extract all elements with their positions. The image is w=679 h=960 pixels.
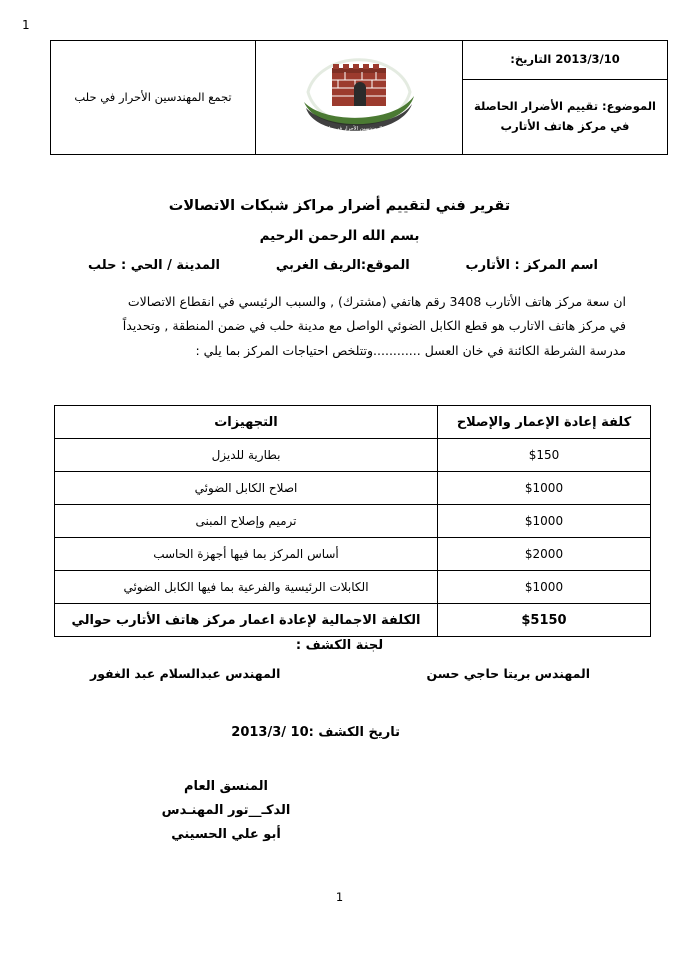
row-item: ترميم وإصلاح المبنى [55, 505, 438, 538]
signature-block [0, 775, 452, 847]
table-total-row [55, 604, 651, 637]
total-cost: $5150 [438, 604, 651, 637]
table-row [55, 472, 651, 505]
page-number-footer: 1 [335, 890, 344, 904]
center-info-line [88, 258, 598, 273]
signer-left: المهندس عبدالسلام عبد الغفور [90, 666, 281, 681]
paragraph-line-1: ان سعة مركز هاتف الأتارب 3408 رقم هاتفي (مشترك) , والسبب الرئيسي في انقطاع الاتصالات [127, 294, 626, 309]
basmala-line: بسم الله الرحمن الرحيم [259, 228, 420, 244]
page-number-top: 1 [22, 18, 30, 32]
date-value: 2013/3/10 [555, 52, 620, 67]
header-organization-cell [51, 41, 256, 155]
row-item: أساس المركز بما فيها أجهزة الحاسب [55, 538, 438, 571]
document-title: تقرير فني لتقييم أضرار مراكز شبكات الاتصالات [168, 198, 511, 214]
header-logo-cell [256, 41, 463, 155]
engineers-logo [300, 50, 418, 146]
row-cost: $1000 [438, 505, 651, 538]
role-line-1: المنسق العام [184, 779, 268, 794]
subject-label: الموضوع: تقييم الأضرار الحاصلة في مركز هاتف الأتارب [474, 99, 656, 133]
date-label: التاريخ: [510, 52, 552, 67]
table-row [55, 439, 651, 472]
header-cost: كلفة إعادة الإعمار والإصلاح [438, 406, 651, 439]
header-item: التجهيزات [55, 406, 438, 439]
signer-right: المهندس بريتا حاجي حسن [426, 666, 590, 681]
total-label: الكلفة الاجمالية لإعادة اعمار مركز هاتف الأتارب حوالي [55, 604, 438, 637]
row-cost: $2000 [438, 538, 651, 571]
report-paragraph [56, 290, 626, 363]
svg-text:تجمع المهندسين الأحرار في حلب: تجمع المهندسين الأحرار في حلب [323, 125, 395, 132]
role-line-3: أبو علي الحسيني [171, 827, 281, 843]
row-cost: $150 [438, 439, 651, 472]
table-row [55, 538, 651, 571]
row-item: الكابلات الرئيسية والفرعية بما فيها الكابل الضوئي [55, 571, 438, 604]
center-name: اسم المركز : الأتارب [465, 258, 598, 273]
signers-row [90, 666, 590, 681]
paragraph-line-2: في مركز هاتف الاتارب هو قطع الكابل الضوئي الواصل مع مدينة حلب في ضمن المنطقة , وتحديداً [122, 318, 626, 334]
center-city: المدينة / الحي : حلب [88, 258, 220, 273]
inspection-date: تاريخ الكشف :10 /2013/3 [231, 725, 400, 740]
organization-name: تجمع المهندسين الأحرار في حلب [74, 89, 232, 104]
committee-label: لجنة الكشف : [295, 638, 384, 653]
row-item: اصلاح الكابل الضوئي [55, 472, 438, 505]
table-row [55, 505, 651, 538]
row-item: بطارية للديزل [55, 439, 438, 472]
role-line-2: الدكـ__تور المهنـدس [161, 803, 291, 819]
paragraph-line-3: مدرسة الشرطة الكائنة في خان العسل ............وتتلخص احتياجات المركز بما يلي : [195, 342, 626, 358]
center-location: الموقع:الريف الغربي [275, 258, 410, 273]
header-subject-cell [463, 80, 668, 155]
header-date-cell [463, 41, 668, 80]
header-table [50, 40, 668, 155]
table-header-row [55, 406, 651, 439]
row-cost: $1000 [438, 571, 651, 604]
row-cost: $1000 [438, 472, 651, 505]
cost-table [54, 405, 651, 637]
table-row [55, 571, 651, 604]
